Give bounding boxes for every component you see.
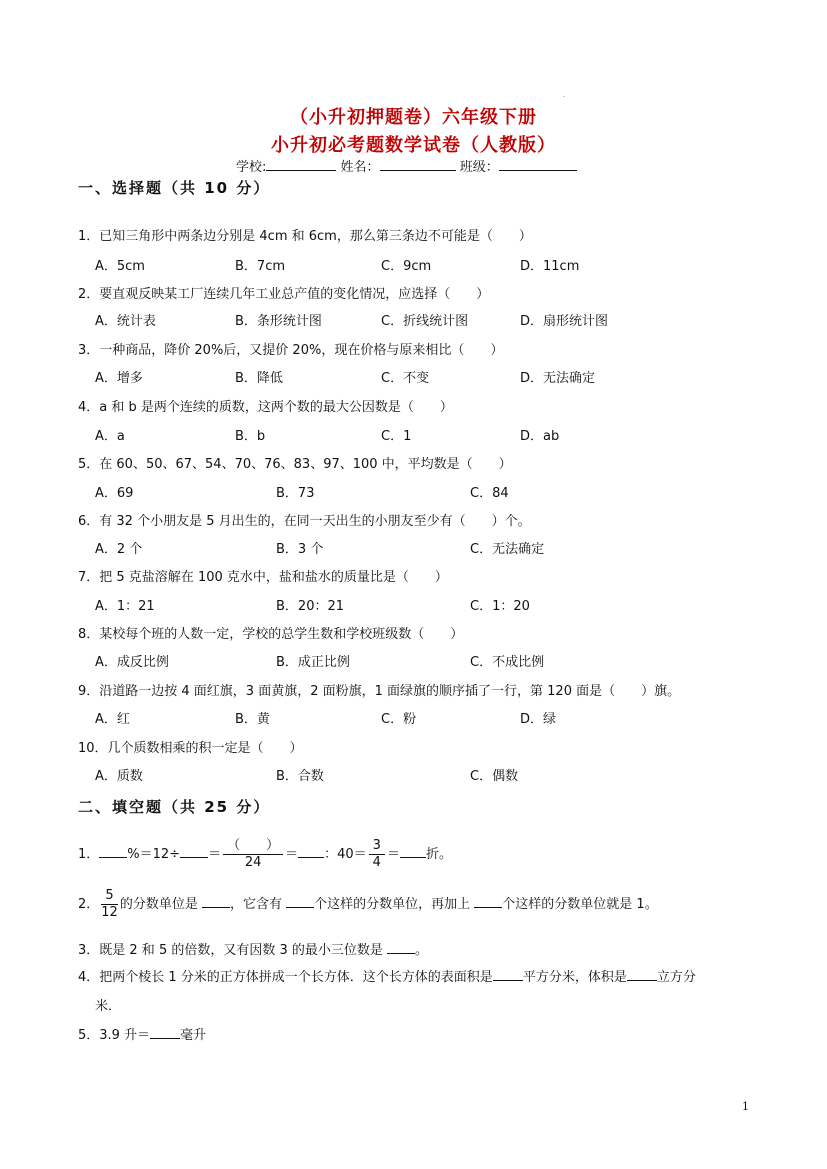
option-4b: B．b	[235, 429, 266, 444]
option-9b: B．黄	[235, 712, 270, 727]
fill-q2-text1: 的分数单位是	[119, 897, 198, 912]
option-10c: C．偶数	[470, 769, 519, 784]
fill-question-4	[78, 966, 696, 985]
fill-question-3	[78, 939, 428, 958]
question-7: 7．把 5 克盐溶解在 100 克水中，盐和盐水的质量比是（ ）	[78, 570, 448, 585]
fill-q4-text1: 4．把两个棱长 1 分米的正方体拼成一个长方体．这个长方体的表面积是	[78, 970, 493, 985]
option-2c: C．折线统计图	[381, 314, 469, 329]
question-9: 9．沿道路一边按 4 面红旗，3 面黄旗，2 面粉旗，1 面绿旗的顺序插了一行，第 120 面是（ ）旗。	[78, 684, 681, 699]
fill-q2-text3: 个这样的分数单位，再加上	[314, 897, 471, 912]
fill-q4-blank1[interactable]	[493, 968, 523, 981]
fill-q2-text2: ，它含有	[229, 897, 282, 912]
question-8: 8．某校每个班的人数一定，学校的总学生数和学校班级数（ ）	[78, 627, 464, 642]
fill-question-2	[78, 888, 658, 921]
option-8b: B．成正比例	[276, 655, 350, 670]
option-1d: D．11cm	[520, 259, 580, 274]
fraction-denominator: 12	[101, 905, 118, 920]
option-4a: A．a	[95, 429, 125, 444]
option-1c: C．9cm	[381, 259, 432, 274]
fill-q2-blank1[interactable]	[202, 895, 230, 908]
fill-q4-blank2[interactable]	[627, 968, 657, 981]
name-label: 姓名：	[340, 160, 380, 175]
option-10a: A．质数	[95, 769, 143, 784]
option-7a: A．1：21	[95, 599, 155, 614]
fill-q1-text4: ：40＝	[324, 847, 367, 862]
option-1b: B．7cm	[235, 259, 286, 274]
fill-question-1	[78, 838, 452, 871]
fill-q3-blank[interactable]	[387, 941, 415, 954]
fill-q1-text1: %＝12÷	[127, 847, 181, 862]
fill-q5-blank[interactable]	[150, 1026, 180, 1039]
fill-q5-text1: 5．3.9 升＝	[78, 1028, 151, 1043]
fill-q2-blank2[interactable]	[286, 895, 314, 908]
question-4: 4．a 和 b 是两个连续的质数，这两个数的最大公因数是（ ）	[78, 400, 453, 415]
question-10: 10．几个质数相乘的积一定是（ ）	[78, 741, 303, 756]
class-blank[interactable]	[499, 158, 577, 171]
option-4c: C．1	[381, 429, 412, 444]
fill-q1-text2: ＝	[208, 847, 222, 862]
fill-q1-blank1[interactable]	[99, 845, 127, 858]
name-blank[interactable]	[380, 158, 456, 171]
option-2a: A．统计表	[95, 314, 156, 329]
fill-q2-blank3[interactable]	[474, 895, 502, 908]
fraction-numerator: 5	[101, 888, 118, 905]
question-2: 2．要直观反映某工厂连续几年工业总产值的变化情况，应选择（ ）	[78, 287, 490, 302]
option-8a: A．成反比例	[95, 655, 169, 670]
fill-q3-text: 3．既是 2 和 5 的倍数，又有因数 3 的最小三位数是	[78, 943, 383, 958]
fill-q1-text5: ＝	[386, 847, 400, 862]
option-3c: C．不变	[381, 371, 430, 386]
fill-q1-fraction2	[369, 838, 385, 871]
fraction-numerator: （ ）	[223, 838, 283, 855]
fill-q3-end: 。	[415, 943, 429, 958]
question-6: 6．有 32 个小朋友是 5 月出生的，在同一天出生的小朋友至少有（ ）个。	[78, 514, 531, 529]
section2-title: 二、填空题（共 25 分）	[78, 798, 271, 816]
option-9c: C．粉	[381, 712, 417, 727]
class-label: 班级：	[459, 160, 499, 175]
fill-q2-fraction	[101, 888, 118, 921]
section1-title: 一、选择题（共 10 分）	[78, 179, 271, 197]
fill-q1-blank3[interactable]	[298, 845, 324, 858]
fraction-denominator: 4	[372, 855, 381, 870]
fill-q1-text6: 折。	[425, 847, 452, 862]
option-2b: B．条形统计图	[235, 314, 322, 329]
fill-q2-number: 2．	[78, 897, 100, 912]
option-6a: A．2 个	[95, 542, 143, 557]
question-1: 1．已知三角形中两条边分别是 4cm 和 6cm，那么第三条边不可能是（ ）	[78, 229, 532, 244]
option-5c: C．84	[470, 486, 509, 501]
option-6c: C．无法确定	[470, 542, 545, 557]
exam-title-line1: （小升初押题卷）六年级下册	[290, 107, 537, 128]
student-info-line	[236, 156, 577, 175]
fill-q1-number: 1．	[78, 847, 100, 862]
fill-q1-fraction	[223, 838, 283, 871]
option-9d: D．绿	[520, 712, 557, 727]
fill-q1-blank2[interactable]	[180, 845, 208, 858]
fraction-denominator: 24	[244, 855, 262, 870]
question-3: 3．一种商品，降价 20%后，又提价 20%，现在价格与原来相比（ ）	[78, 343, 504, 358]
option-10b: B．合数	[276, 769, 324, 784]
option-3b: B．降低	[235, 371, 283, 386]
fill-q4-text3: 立方分	[656, 970, 696, 985]
fraction-numerator: 3	[369, 838, 385, 855]
school-blank[interactable]	[266, 158, 336, 171]
option-7c: C．1：20	[470, 599, 530, 614]
option-2d: D．扇形统计图	[520, 314, 609, 329]
option-3d: D．无法确定	[520, 371, 596, 386]
fill-q1-text3: ＝	[285, 847, 299, 862]
fill-question-5	[78, 1024, 206, 1043]
fill-question-4-continuation: 米．	[95, 999, 122, 1014]
option-9a: A．红	[95, 712, 130, 727]
fill-q5-text2: 毫升	[180, 1028, 207, 1043]
fill-q4-text2: 平方分米，体积是	[522, 970, 627, 985]
exam-title-line2: 小升初必考题数学试卷（人教版）	[271, 135, 556, 156]
page-number: 1	[742, 1100, 749, 1113]
page-mark: .	[563, 92, 565, 99]
fill-q2-text4: 个这样的分数单位就是 1。	[502, 897, 658, 912]
option-7b: B．20：21	[276, 599, 345, 614]
option-4d: D．ab	[520, 429, 560, 444]
option-5b: B．73	[276, 486, 315, 501]
option-6b: B．3 个	[276, 542, 324, 557]
option-5a: A．69	[95, 486, 134, 501]
option-1a: A．5cm	[95, 259, 145, 274]
option-8c: C．不成比例	[470, 655, 545, 670]
fill-q1-blank4[interactable]	[400, 845, 426, 858]
school-label: 学校:	[236, 160, 267, 175]
option-3a: A．增多	[95, 371, 143, 386]
question-5: 5．在 60、50、67、54、70、76、83、97、100 中，平均数是（ ）	[78, 457, 512, 472]
